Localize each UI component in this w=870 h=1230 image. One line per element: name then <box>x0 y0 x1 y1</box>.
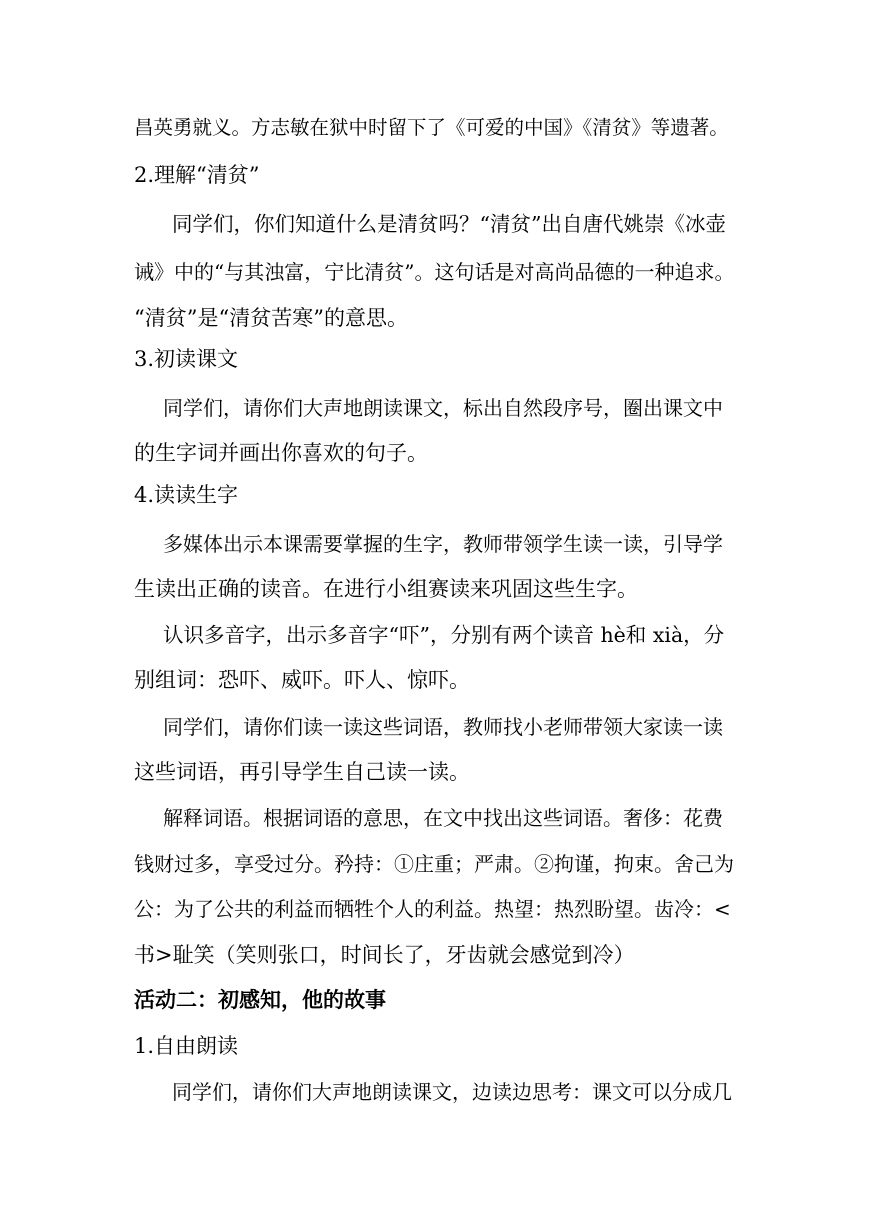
section-heading: 1.自由朗读 <box>134 1034 239 1058</box>
paragraph-line: 同学们，请你们读一读这些词语，教师找小老师带领大家读一读 <box>163 715 723 739</box>
paragraph-line: 诫》中的“与其浊富，宁比清贫”。这句话是对高尚品德的一种追求。 <box>134 260 735 284</box>
paragraph-line: 这些词语，再引导学生自己读一读。 <box>134 760 470 784</box>
section-heading: 2.理解“清贫” <box>134 163 260 187</box>
paragraph-line: 别组词：恐吓、威吓。吓人、惊吓。 <box>134 668 470 692</box>
paragraph-line: 同学们，你们知道什么是清贫吗？“清贫”出自唐代姚崇《冰壶 <box>172 212 726 236</box>
section-heading: 4.读读生字 <box>134 483 239 507</box>
paragraph-line: 认识多音字，出示多音字“吓”，分别有两个读音 hè和 xià，分 <box>163 623 725 647</box>
paragraph-line: 钱财过多，享受过分。矜持：①庄重；严肃。②拘谨，拘束。舍己为 <box>134 852 734 876</box>
paragraph-line: 多媒体出示本课需要掌握的生字，教师带领学生读一读，引导学 <box>163 532 723 556</box>
paragraph-line: “清贫”是“清贫苦寒”的意思。 <box>134 306 408 330</box>
paragraph-line: 同学们，请你们大声地朗读课文，边读边思考：课文可以分成几 <box>172 1080 732 1104</box>
section-heading: 3.初读课文 <box>134 347 239 371</box>
paragraph-line: 解释词语。根据词语的意思，在文中找出这些词语。奢侈：花费 <box>163 806 723 830</box>
paragraph-line: 公：为了公共的利益而牺牲个人的利益。热望：热烈盼望。齿冷：< <box>134 897 731 921</box>
paragraph-line: 的生字词并画出你喜欢的句子。 <box>134 441 428 465</box>
paragraph-line: 生读出正确的读音。在进行小组赛读来巩固这些生字。 <box>134 577 638 601</box>
paragraph-line: 昌英勇就义。方志敏在狱中时留下了《可爱的中国》《清贫》等遗著。 <box>134 116 729 139</box>
paragraph-line: 同学们，请你们大声地朗读课文，标出自然段序号，圈出课文中 <box>163 396 723 420</box>
paragraph-line: 书>耻笑（笑则张口，时间长了，牙齿就会感觉到冷） <box>134 943 635 967</box>
activity-heading: 活动二：初感知，他的故事 <box>134 988 386 1012</box>
